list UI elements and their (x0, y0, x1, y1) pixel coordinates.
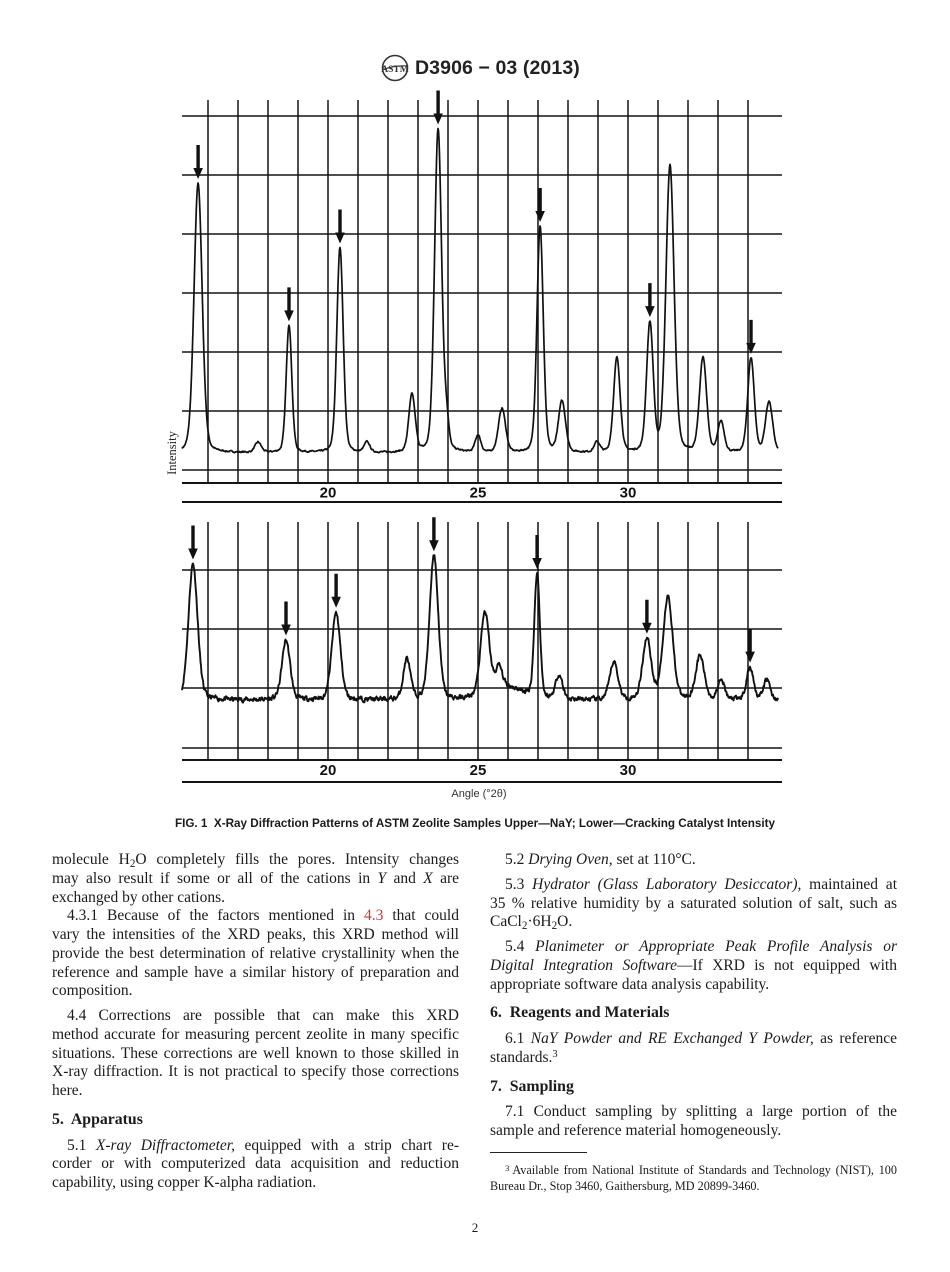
footnote-line (490, 1179, 897, 1194)
page-number: 2 (471, 1220, 479, 1235)
upper-panel-nay (182, 90, 782, 502)
text-line (490, 976, 897, 995)
footnote-text: Available from National Institute of Standards and Technology (NIST), 100 (512, 1163, 897, 1177)
peak-arrow-icon (429, 517, 439, 551)
text-segment: as reference (813, 1030, 898, 1047)
text-segment: 5.1 (67, 1136, 96, 1154)
text-segment: O. (557, 913, 573, 931)
text-segment: 2 (551, 920, 558, 933)
text-segment: appropriate software data analysis capability. (490, 975, 770, 993)
text-line (490, 938, 897, 957)
text-line (490, 851, 897, 870)
footnote-text: Bureau Dr., Stop 3460, Gaithersburg, MD 20899-3460. (490, 1179, 760, 1193)
text-line (52, 1137, 459, 1156)
text-line (52, 1111, 459, 1130)
footnote (490, 1163, 897, 1194)
text-segment: here. (52, 1082, 83, 1099)
peak-arrow-icon (335, 209, 345, 243)
text-line (490, 913, 897, 932)
x-tick-label: 20 (319, 762, 337, 779)
footnote-line (490, 1163, 897, 1179)
text-line (52, 1082, 459, 1101)
text-segment: exchanged by other cations. (52, 888, 226, 906)
text-segment: 5. Apparatus (52, 1110, 143, 1128)
text-segment: standards. (490, 1048, 553, 1066)
text-segment: composition. (52, 982, 133, 1000)
text-line (490, 876, 897, 895)
text-line (52, 926, 459, 945)
text-segment: 5.4 (505, 938, 536, 955)
text-line (52, 1045, 459, 1064)
text-segment: sample and reference material homogeneously. (490, 1122, 782, 1139)
footnote-marker: 3 (505, 1162, 510, 1173)
text-segment: CaCl (490, 913, 522, 931)
text-segment: Y (377, 869, 387, 887)
x-tick-label: 25 (469, 762, 487, 779)
text-segment: X (423, 869, 433, 887)
text-segment: 4.3.1 Because of the factors mentioned in (67, 907, 364, 925)
text-segment: 7. Sampling (490, 1077, 574, 1095)
text-segment: Hydrator (Glass Laboratory Desiccator), (532, 875, 802, 893)
text-segment: vary the intensities of the XRD peaks, this XRD method will (52, 926, 459, 943)
text-line (52, 982, 459, 1001)
peak-arrow-icon (188, 526, 198, 560)
text-segment: —If XRD is not equipped with (676, 956, 897, 974)
figure-caption: FIG. 1 X-Ray Diffraction Patterns of ASTM Zeolite Samples Upper—NaY; Lower—Cracking Catalyst Intensity (174, 817, 776, 830)
text-segment: situations. These corrections are well known to those skilled in (52, 1044, 459, 1062)
text-segment: are (432, 869, 459, 887)
section-heading (490, 1078, 897, 1097)
text-line (490, 1030, 897, 1049)
text-segment: X-ray diffraction. It is not practical to specify those corrections (52, 1063, 459, 1081)
paragraph (490, 851, 897, 870)
peak-arrow-icon (331, 574, 341, 608)
text-line (52, 1155, 459, 1174)
left-text-column (52, 851, 459, 1193)
text-segment: 5.2 (505, 851, 529, 868)
text-segment: Drying Oven, (528, 851, 613, 868)
peak-arrow-icon (535, 188, 545, 222)
text-line (52, 1174, 459, 1193)
logo-text: ASTM (381, 65, 409, 75)
lower-panel-cracking-catalyst (182, 517, 782, 782)
text-segment: set at 110°C. (612, 851, 696, 868)
text-segment: 5.3 (505, 875, 533, 893)
paragraph (490, 1030, 897, 1068)
text-segment: ·6H (527, 913, 552, 931)
x-axis-title: Angle (°2θ) (451, 788, 507, 800)
peak-arrow-icon (193, 145, 203, 179)
text-segment: 2 (521, 920, 528, 933)
text-segment: maintained at (801, 875, 897, 893)
text-line (490, 1103, 897, 1122)
text-segment: O completely fills the pores. Intensity changes (135, 851, 459, 868)
paragraph (52, 1007, 459, 1101)
text-segment: Digital Integration Software (490, 956, 677, 974)
paragraph (52, 851, 459, 907)
text-line (490, 1004, 897, 1023)
peak-arrow-icon (645, 283, 655, 317)
text-segment: capability, using copper K-alpha radiation. (52, 1174, 317, 1191)
peak-arrow-icon (281, 602, 291, 636)
x-tick-label: 25 (469, 484, 487, 502)
text-segment: and (386, 869, 424, 887)
text-segment: method accurate for measuring percent zeolite in many specific (52, 1025, 459, 1043)
text-line (52, 889, 459, 908)
paragraph (490, 876, 897, 932)
text-segment: X-ray Diffractometer, (95, 1136, 235, 1154)
text-segment: 7.1 Conduct sampling by splitting a large portion of the (505, 1103, 897, 1121)
footnote-divider (490, 1152, 587, 1153)
text-segment: reference and sample have a similar history of preparation and (52, 963, 459, 981)
text-line (52, 1063, 459, 1082)
text-segment: NaY Powder and RE Exchanged Y Powder, (530, 1030, 814, 1047)
text-line (52, 964, 459, 983)
text-line (52, 1026, 459, 1045)
peak-arrow-icon (532, 535, 542, 569)
text-segment: 35 % relative humidity by a saturated solution of salt, such as (490, 894, 897, 912)
text-segment: 6. Reagents and Materials (490, 1004, 670, 1022)
standard-designation: D3906 − 03 (2013) (415, 56, 580, 79)
text-segment: 4.4 Corrections are possible that can make this XRD (67, 1007, 459, 1024)
paragraph (52, 1137, 459, 1193)
text-segment: equipped with a strip chart re- (234, 1136, 459, 1154)
text-line (52, 870, 459, 889)
right-text-column (490, 851, 897, 1141)
text-line (490, 1122, 897, 1141)
text-segment: corder or with computerized data acquisition and reduction (52, 1155, 459, 1173)
y-axis-title: Intensity (165, 431, 179, 475)
text-segment: 2 (129, 858, 136, 871)
text-line (52, 1007, 459, 1026)
text-segment: may also result if some or all of the cations in (52, 869, 378, 887)
paragraph (490, 938, 897, 994)
peak-arrow-icon (433, 90, 443, 124)
x-tick-label: 20 (319, 484, 337, 502)
text-segment: that could (383, 907, 459, 925)
text-line (490, 895, 897, 914)
text-segment: 3 (552, 1049, 558, 1061)
section-heading (490, 1004, 897, 1023)
text-line (52, 907, 459, 926)
paragraph (490, 1103, 897, 1141)
grid (182, 522, 782, 782)
paragraph (52, 907, 459, 1001)
peak-arrow-icon (745, 629, 755, 663)
section-heading (52, 1111, 459, 1130)
text-segment: 6.1 (505, 1030, 531, 1047)
text-line (52, 851, 459, 870)
text-line (490, 1049, 897, 1068)
text-line (490, 957, 897, 976)
text-line (490, 1078, 897, 1097)
text-segment: Planimeter or Appropriate Peak Profile Analysis or (535, 938, 897, 955)
x-tick-label: 30 (619, 484, 637, 502)
text-line (52, 945, 459, 964)
text-segment: provide the best determination of relative crystallinity when the (52, 944, 459, 962)
x-tick-label: 30 (619, 762, 637, 779)
text-segment: molecule H (52, 851, 130, 868)
section-reference-link[interactable]: 4.3 (363, 907, 384, 925)
grid (182, 100, 782, 502)
